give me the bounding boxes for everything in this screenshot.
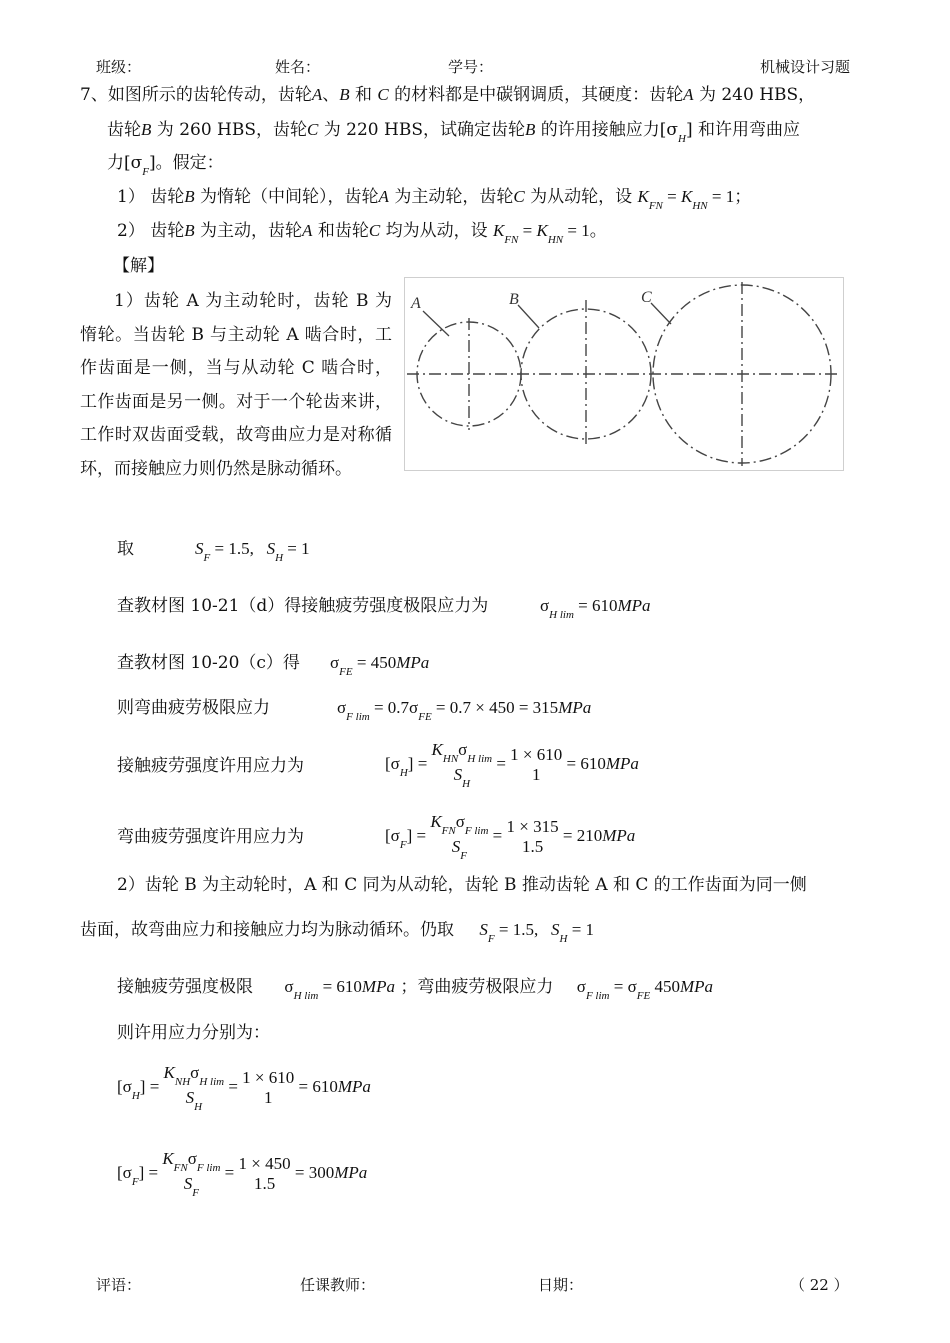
final-bend-formula: $[\sigma_F]$ = $K_{FN}\sigma_{F lim}$ $S_F$ = 1 × 450 1.5 = 300MPa — [117, 1149, 368, 1199]
contact-allow-text: 接触疲劳强度许用应力为 — [117, 756, 304, 776]
condition-2: 2） 齿轮B 为主动，齿轮A 和齿轮C 均为从动，设 $K_{FN} = K_{HN} = 1$。 — [117, 221, 607, 246]
solution-paragraph-2a: 2）齿轮 B 为主动轮时，A 和 C 同为从动轮，齿轮 B 推动齿轮 A 和 C 的工作齿面为同一侧 — [117, 875, 807, 895]
leader-c — [651, 303, 671, 324]
bend-fe-text: 查教材图 10-20（c）得 — [117, 653, 300, 673]
label-c: C — [641, 289, 652, 306]
bend-fe-formula: $\sigma_{FE} = 450MPa$ — [330, 653, 430, 678]
leader-b — [518, 305, 539, 328]
bend-limit-text: 则弯曲疲劳极限应力 — [117, 698, 270, 718]
take-label: 取 — [117, 539, 134, 559]
contact-limit-formula: $\sigma_{H lim} = 610MPa$ — [540, 596, 651, 621]
problem-line-3: 力$[\sigma_F]$。假定： — [107, 153, 224, 178]
solution-paragraph-1: 1）齿轮 A 为主动轮时，齿轮 B 为惰轮。当齿轮 B 与主动轮 A 啮合时，工作齿面是一侧，当与从动轮 C 啮合时，工作齿面是另一侧。对于一个轮齿来讲，工作时双齿面受载，故弯曲应力是对称循环，而接触应力则仍然是脉动循环。 — [80, 291, 392, 479]
comment-label: 评语： — [96, 1276, 142, 1294]
teacher-label: 任课教师： — [300, 1276, 376, 1294]
problem-line-1: 7、如图所示的齿轮传动，齿轮A、B 和 C 的材料都是中碳钢调质，其硬度：齿轮A 为 240 HBS， — [80, 85, 816, 105]
page-number: （ 22 ） — [790, 1276, 849, 1294]
bend-limit-formula: $\sigma_{F lim} = 0.7\sigma_{FE} = 0.7 \times 450 = 315MPa$ — [337, 698, 592, 723]
label-b: B — [509, 291, 519, 308]
gear-diagram — [404, 277, 844, 471]
solution-paragraph-2b: 齿面，故弯曲应力和接触应力均为脉动循环。仍取 $S_F = 1.5$, $S_H = 1$ — [80, 920, 595, 945]
bend-allow-formula: $[\sigma_F]$ = $K_{FN}\sigma_{F lim}$ $S_F$ = 1 × 315 1.5 = 210MPa — [385, 812, 636, 862]
solution-label: 【解】 — [113, 256, 164, 276]
name-label: 姓名： — [275, 58, 321, 76]
problem-line-2: 齿轮B 为 260 HBS，齿轮C 为 220 HBS，试确定齿轮B 的许用接触应力$[\sigma_H]$ 和许用弯曲应 — [107, 120, 801, 145]
contact-limit-text: 查教材图 10-21（d）得接触疲劳强度极限应力为 — [117, 596, 489, 616]
allowable-intro: 则许用应力分别为： — [117, 1023, 270, 1043]
date-label: 日期： — [538, 1276, 584, 1294]
limits-line: 接触疲劳强度极限 $\sigma_{H lim} = 610MPa$ ；弯曲疲劳极限应力 $\sigma_{F lim} = \sigma_{FE}$ 450MPa — [117, 977, 713, 1002]
document-title: 机械设计习题 — [760, 58, 851, 76]
bend-allow-text: 弯曲疲劳强度许用应力为 — [117, 827, 304, 847]
condition-1: 1） 齿轮B 为惰轮（中间轮），齿轮A 为主动轮，齿轮C 为从动轮，设 $K_{FN} = K_{HN} = 1$； — [117, 187, 752, 212]
gear-diagram-svg — [405, 278, 843, 470]
label-a: A — [411, 295, 421, 312]
contact-allow-formula: $[\sigma_H]$ = $K_{HN}\sigma_{H lim}$ $S_H$ = 1 × 610 1 = 610MPa — [385, 740, 639, 790]
class-label: 班级： — [96, 58, 142, 76]
leader-a — [423, 311, 449, 336]
final-contact-formula: $[\sigma_H]$ = $K_{NH}\sigma_{H lim}$ $S_H$ = 1 × 610 1 = 610MPa — [117, 1063, 371, 1113]
student-id-label: 学号： — [448, 58, 494, 76]
safety-factors: $S_F = 1.5$, $S_H = 1$ — [195, 539, 310, 564]
